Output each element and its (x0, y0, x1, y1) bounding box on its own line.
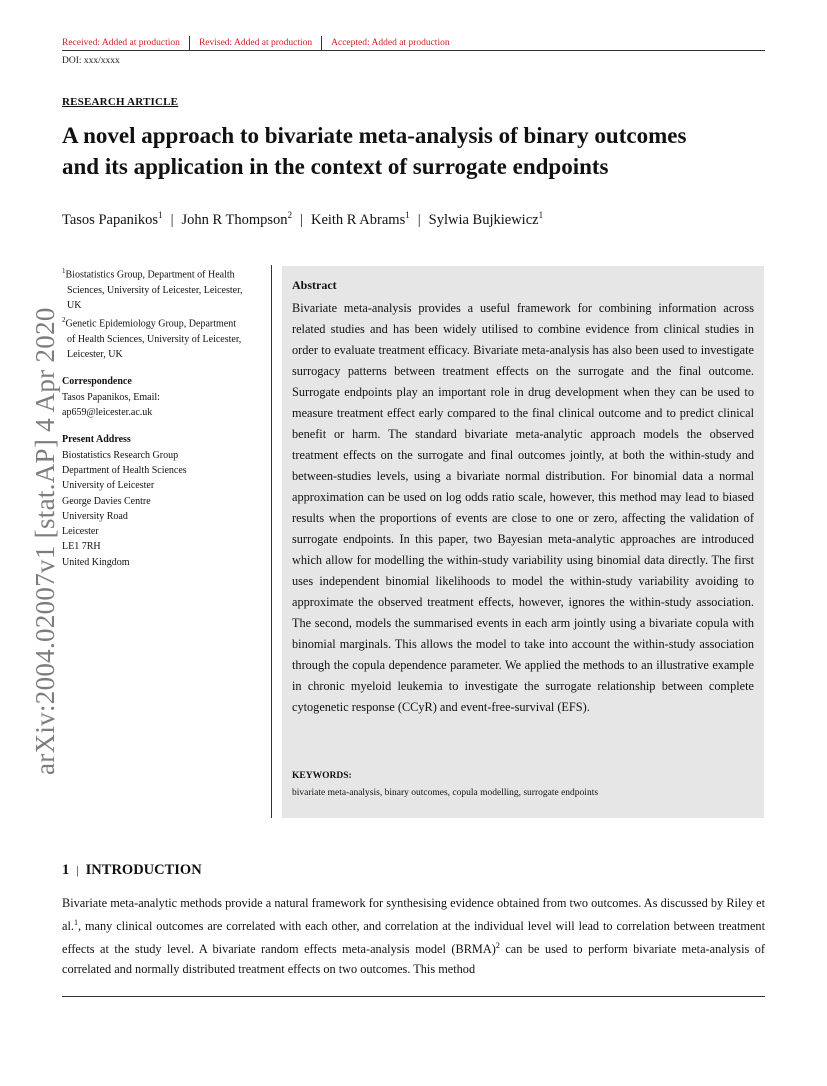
address-line: George Davies Centre (62, 495, 151, 507)
column-divider (271, 265, 272, 818)
author-affiliation-mark: 1 (158, 210, 163, 220)
address-line: University of Leicester (62, 480, 155, 492)
doi: DOI: xxx/xxxx (62, 56, 120, 66)
title-line: and its application in the context of surrogate endpoints (62, 154, 609, 179)
header-rule (62, 50, 765, 51)
author-name: Tasos Papanikos (62, 211, 159, 228)
author-list: Tasos Papanikos$^1$ | John R Thompson$^2$ | Keith R Abrams$^1$ | Sylwia Bujkiewicz$^1$ (62, 210, 544, 228)
author-affiliation-mark: 1 (538, 210, 544, 220)
author-name: Sylwia Bujkiewicz (428, 211, 539, 228)
intro-paragraph: Bivariate meta-analytic methods provide a natural framework for synthesising evidence obtained from two outcomes. As discussed by Riley et al.$^1$, many clinical outcomes are correlated with each other, and correlation at the individual level will lead to correlation between treatment effects at the study level. A bivariate random effects meta-analysis model (BRMA)$^2$ can be used to perform bivariate meta-analysis of correlated and normally distributed treatment effects on two outcomes. This method (62, 896, 766, 977)
author-affiliation-mark: 2 (287, 210, 293, 220)
footer-rule (62, 996, 765, 997)
header-divider (321, 36, 322, 50)
title-line: A novel approach to bivariate meta-analysis of binary outcomes (62, 123, 687, 148)
correspondence-heading: Correspondence (62, 376, 132, 388)
header-divider (189, 36, 190, 50)
address-line: LE1 7RH (62, 541, 101, 553)
author-name: Keith R Abrams (310, 211, 406, 228)
sidebar-info (62, 264, 267, 570)
publication-dates (62, 36, 450, 50)
paper-title (62, 120, 762, 182)
correspondence-email[interactable]: ap659@leicester.ac.uk (62, 407, 153, 419)
address-line: United Kingdom (62, 556, 130, 568)
accepted-date: Accepted: Added at production (331, 38, 450, 49)
received-date: Received: Added at production (62, 38, 180, 49)
keywords-text: bivariate meta-analysis, binary outcomes, copula modelling, surrogate endpoints (292, 788, 599, 798)
address-line: Department of Health Sciences (62, 464, 187, 476)
address-line: University Road (62, 510, 128, 522)
address-line: Leicester (62, 526, 99, 538)
address-line: Biostatistics Research Group (62, 449, 179, 461)
citation-link[interactable]: 2 (495, 941, 500, 951)
present-address-heading: Present Address (62, 434, 131, 446)
correspondence-line: Tasos Papanikos, Email: (62, 391, 160, 403)
revised-date: Revised: Added at production (198, 38, 313, 49)
section-number: 1 (62, 862, 70, 878)
article-type: RESEARCH ARTICLE (62, 96, 179, 108)
abstract-text: Bivariate meta-analysis provides a useful framework for combining information across related studies and has been widely utilised to combine evidence from clinical studies in order to evaluate treatment efficacy. Bivariate meta-analysis has also been used to investigate surrogacy patterns between treatment effects on the surrogate and the final outcome. Surrogate endpoints play an important role in drug development when they can be used to measure treatment effect early compared to the final clinical outcome and to predict clinical benefit or harm. The standard bivariate meta-analytic approach models the observed treatment effects on the surrogate and final outcomes jointly, at both the within-study and between-studies levels, using a bivariate normal distribution. For binomial data a normal approximation can be used on log odds ratio scale, however, this method may lead to biased results when the proportions of events are close to one or zero, affecting the validation of surrogate endpoints. In this paper, two Bayesian meta-analytic approaches are introduced which allow for modelling the within-study variability using binomial data directly. The first uses independent binomial likelihoods to model the within-study variability avoiding to approximate the observed treatment effects, however, ignores the within-study association. The second, models the summarised events in each arm jointly using a bivariate copula with binomial marginals. This allows the model to take into account the within-study association through the copula dependence parameter. We applied the methods to an illustrative example in chronic myeloid leukemia to investigate the surrogate relationship between complete cytogenetic response (CCyR) and event-free-survival (EFS). (292, 301, 754, 714)
author-name: John R Thompson (181, 211, 288, 228)
affiliation: $^2$Genetic Epidemiology Group, Department of Health Sciences, University of Leicester, Leicester, UK (62, 316, 242, 361)
keywords-heading: KEYWORDS: (292, 771, 352, 781)
abstract-heading: Abstract (292, 278, 337, 292)
affiliation: $^1$Biostatistics Group, Department of Health Sciences, University of Leicester, Leicester, UK (62, 267, 243, 311)
citation-link[interactable]: 1 (73, 918, 78, 927)
section-title: INTRODUCTION (85, 862, 202, 878)
section-heading: 1 | INTRODUCTION (62, 862, 202, 878)
author-affiliation-mark: 1 (405, 210, 410, 220)
